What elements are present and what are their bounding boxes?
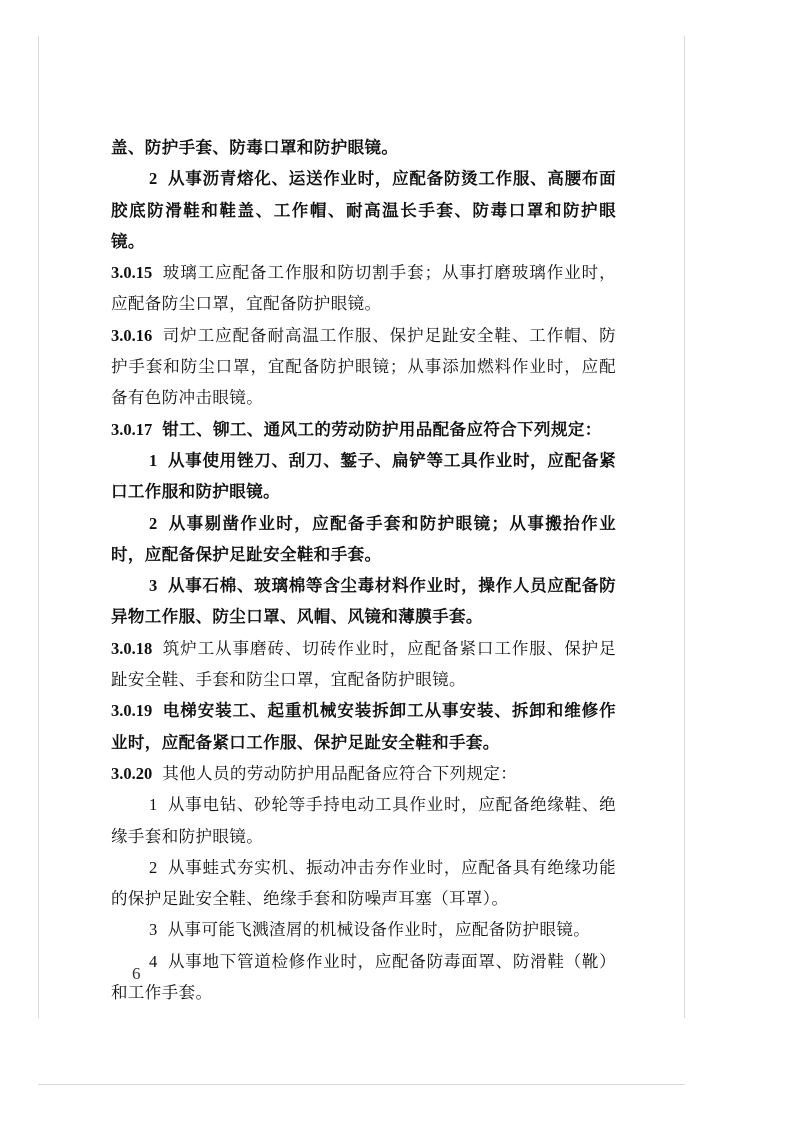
list-item [111,852,616,915]
list-item [111,163,616,257]
list-item [111,789,616,852]
paragraph-text: 从事蛙式夯实机、振动冲击夯作业时，应配备具有绝缘功能的保护足趾安全鞋、绝缘手套和防噪声耳塞（耳罩）。 [111,857,616,909]
document-body [111,132,616,1008]
item-number: 2 [149,513,158,533]
page-number: 6 [132,964,141,983]
paragraph-text: 从事剔凿作业时，应配备手套和防护眼镜；从事搬抬作业时，应配备保护足趾安全鞋和手套。 [111,513,616,564]
item-number: 3 [149,920,158,940]
list-item [111,946,616,1009]
paragraph-text: 钳工、铆工、通风工的劳动防护用品配备应符合下列规定： [162,419,602,439]
item-number: 3 [149,576,158,596]
clause-number: 3.0.15 [111,263,153,283]
item-number: 2 [149,857,158,877]
clause-number: 3.0.19 [111,701,153,721]
page-bottom-border [38,1084,685,1085]
paragraph-text: 筑炉工从事磨砖、切砖作业时，应配备紧口工作服、保护足趾安全鞋、手套和防尘口罩，宜配备防护眼镜。 [111,638,616,690]
paragraph-text: 盖、防护手套、防毒口罩和防护眼镜。 [111,138,399,157]
clause-number: 3.0.18 [111,638,153,658]
list-item [111,508,616,571]
paragraph-text: 从事可能飞溅渣屑的机械设备作业时，应配备防护眼镜。 [167,920,591,940]
item-number: 2 [149,169,158,189]
list-item [111,570,616,633]
item-number: 1 [149,795,158,815]
clause-3-0-19 [111,695,616,758]
clause-number: 3.0.20 [111,763,153,783]
list-item [111,445,616,508]
page-right-border [684,36,685,1018]
item-number: 4 [149,951,158,971]
paragraph-text: 其他人员的劳动防护用品配备应符合下列规定： [162,763,518,783]
paragraph-text: 电梯安装工、起重机械安装拆卸工从事安装、拆卸和维修作业时，应配备紧口工作服、保护足趾安全鞋和手套。 [111,701,616,752]
clause-3-0-15 [111,257,616,320]
paragraph-text: 玻璃工应配备工作服和防切割手套；从事打磨玻璃作业时，应配备防尘口罩，宜配备防护眼镜。 [111,263,616,314]
item-number: 1 [149,450,158,470]
clause-3-0-18 [111,633,616,696]
paragraph-continuation [111,132,616,163]
paragraph-text: 司炉工应配备耐高温工作服、保护足趾安全鞋、工作帽、防护手套和防尘口罩，宜配备防护眼镜；从事添加燃料作业时，应配备有色防冲击眼镜。 [111,325,616,408]
list-item [111,914,616,945]
clause-3-0-20 [111,758,616,789]
clause-number: 3.0.16 [111,325,153,345]
clause-3-0-17 [111,414,616,445]
paragraph-text: 从事电钻、砂轮等手持电动工具作业时，应配备绝缘鞋、绝缘手套和防护眼镜。 [111,795,616,846]
paragraph-text: 从事使用锉刀、刮刀、錾子、扁铲等工具作业时，应配备紧口工作服和防护眼镜。 [111,450,616,502]
page-left-border [38,36,39,1018]
paragraph-text: 从事沥青熔化、运送作业时，应配备防烫工作服、高腰布面胶底防滑鞋和鞋盖、工作帽、耐高温长手套、防毒口罩和防护眼镜。 [111,169,616,251]
clause-number: 3.0.17 [111,419,153,439]
paragraph-text: 从事地下管道检修作业时，应配备防毒面罩、防滑鞋（靴）和工作手套。 [111,951,616,1003]
clause-3-0-16 [111,320,616,414]
paragraph-text: 从事石棉、玻璃棉等含尘毒材料作业时，操作人员应配备防异物工作服、防尘口罩、风帽、风镜和薄膜手套。 [111,576,616,627]
